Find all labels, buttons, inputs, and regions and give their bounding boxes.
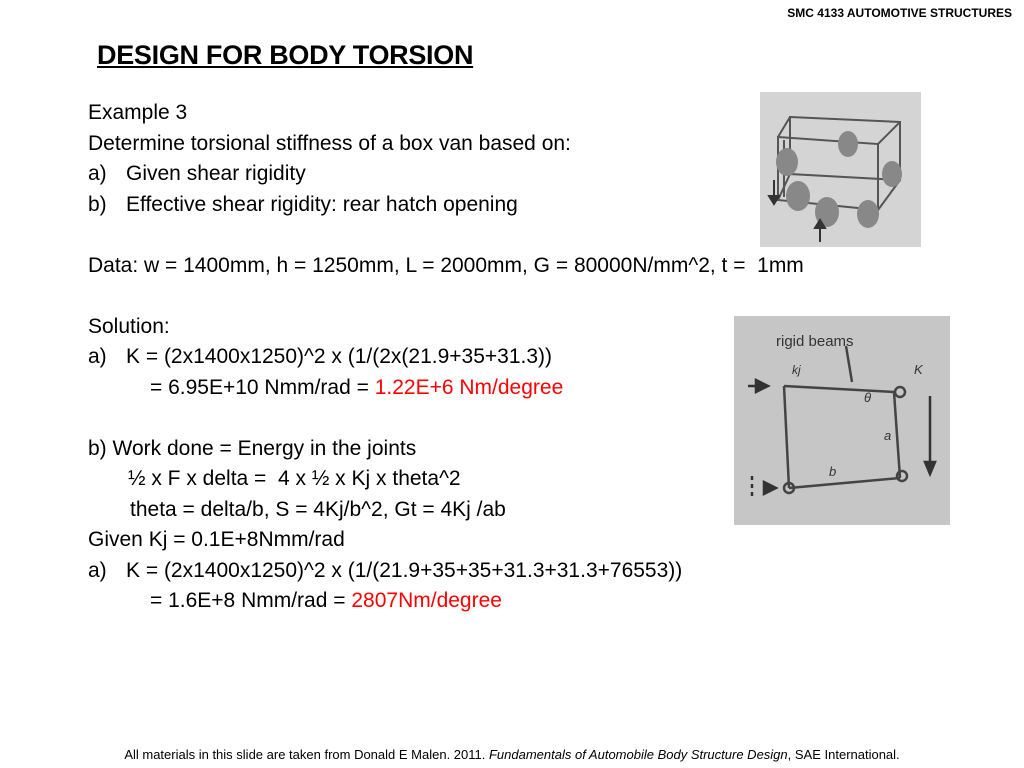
rigid-beams-diagram (734, 316, 950, 525)
equation: K = (2x1400x1250)^2 x (1/(21.9+35+35+31.3+31.3+76553)) (126, 558, 683, 582)
result-text: = 6.95E+10 Nmm/rad = (150, 375, 375, 399)
result-highlight: 2807Nm/degree (351, 589, 502, 612)
kj-label: kj (792, 363, 801, 377)
solution-item (88, 342, 804, 373)
list-item (88, 159, 804, 190)
equation: K = (2x1400x1250)^2 x (1/(2x(21.9+35+31.3)) (126, 345, 553, 368)
rigid-beams-label: rigid beams (776, 333, 854, 350)
solution-item (88, 556, 804, 587)
box-van-figure (760, 92, 921, 247)
slide-title: DESIGN FOR BODY TORSION (97, 40, 474, 70)
course-header: SMC 4133 AUTOMOTIVE STRUCTURES (787, 6, 1012, 20)
footer-suffix: , SAE International. (787, 747, 900, 762)
example-label: Example 3 (88, 101, 188, 124)
solution-label: Solution: (88, 314, 170, 338)
list-text: Effective shear rigidity: rear hatch opening (126, 192, 518, 216)
a-label: a (884, 428, 892, 443)
energy-equation: ½ x F x delta = 4 x ½ x Kj x theta^2 (128, 467, 461, 490)
task-text: Determine torsional stiffness of a box van based on: (88, 131, 571, 155)
rigid-beams-figure (734, 316, 950, 525)
k-label: K (914, 362, 923, 377)
theta-label: θ (864, 390, 872, 405)
b-label: b (829, 464, 837, 479)
list-text: Given shear rigidity (126, 162, 306, 185)
list-marker: a) (88, 558, 107, 582)
data-line: Data: w = 1400mm, h = 1250mm, L = 2000mm, G = 80000N/mm^2, t = 1mm (88, 253, 804, 277)
result-line (88, 373, 804, 404)
list-marker: b) (88, 192, 107, 216)
result-highlight: 1.22E+6 Nm/degree (374, 375, 564, 399)
theta-equation: theta = delta/b, S = 4Kj/b^2, Gt = 4Kj /ab (130, 497, 506, 521)
list-marker: a) (88, 162, 107, 185)
list-marker: a) (88, 345, 107, 368)
list-item (88, 190, 804, 221)
box-van-sketch (760, 92, 921, 247)
result-line (88, 586, 804, 617)
footer-prefix: All materials in this slide are taken from Donald E Malen. 2011. (124, 747, 489, 762)
result-text: = 1.6E+8 Nmm/rad = (150, 589, 352, 612)
slide-body (88, 98, 804, 617)
work-line: b) Work done = Energy in the joints (88, 436, 417, 460)
source-footer (0, 747, 1024, 762)
footer-book-title: Fundamentals of Automobile Body Structure Design (488, 747, 788, 762)
given-kj: Given Kj = 0.1E+8Nmm/rad (88, 528, 345, 551)
